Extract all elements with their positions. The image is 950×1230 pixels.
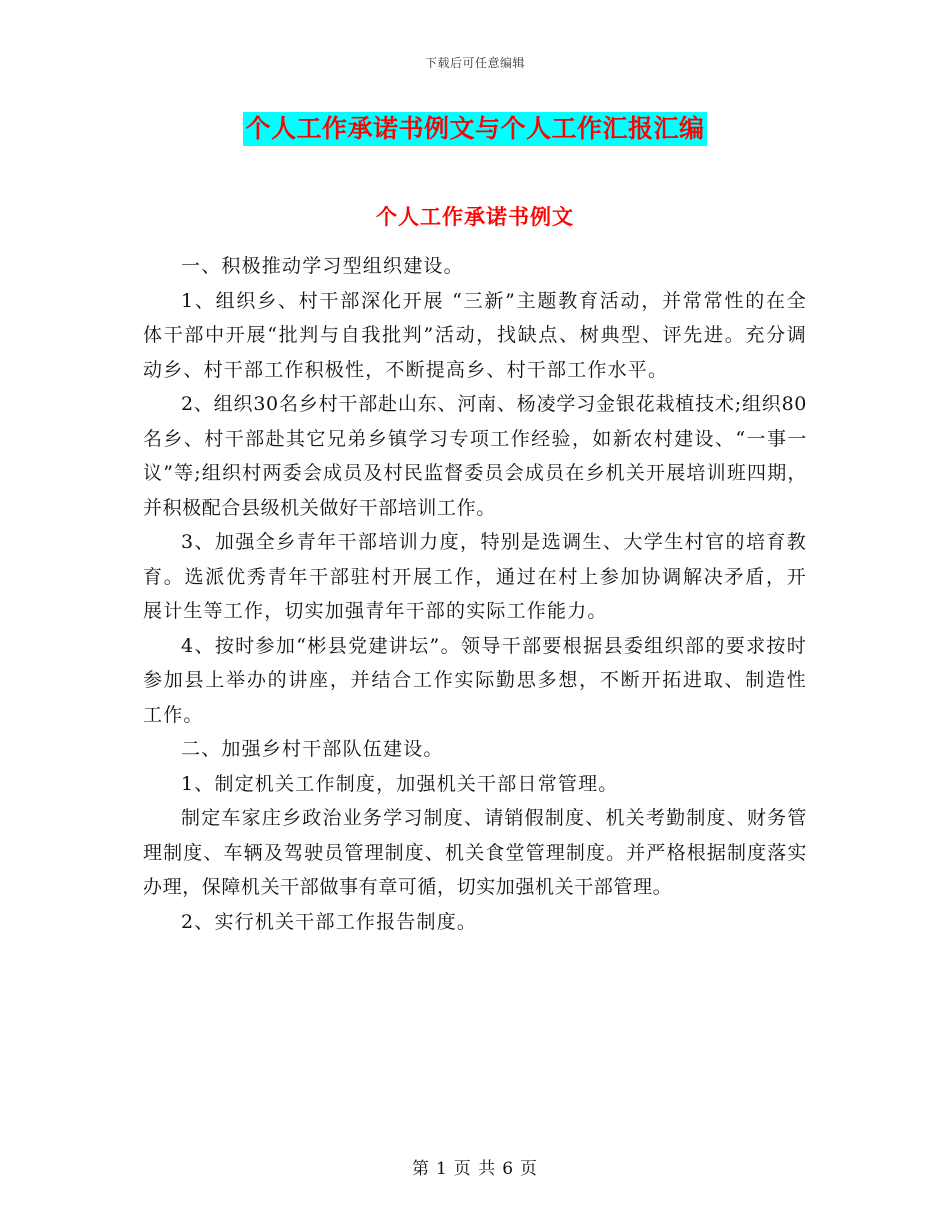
paragraph: 1、制定机关工作制度，加强机关干部日常管理。 [181,772,619,795]
paragraph: 2、组织30名乡村干部赴山东、河南、杨凌学习金银花栽植技术;组织80名乡、村干部赴其它兄弟乡镇学习专项工作经验，如新农村建设、“一事一议”等;组织村两委会成员及村民监督委员会成员在乡机关开展培训班四期，并积极配合县级机关做好干部培训工作。 [143,393,807,519]
page-number-current: 1 [435,1159,448,1179]
page-footer [0,1154,950,1179]
paragraph: 制定车家庄乡政治业务学习制度、请销假制度、机关考勤制度、财务管理制度、车辆及驾驶员管理制度、机关食堂管理制度。并严格根据制度落实办理，保障机关干部做事有章可循，切实加强机关干部管理。 [143,807,807,898]
paragraph-heading-1: 一、积极推动学习型组织建设。 [181,255,464,277]
footer-suffix: 页 [520,1159,539,1179]
page-number-total: 6 [502,1159,515,1179]
paragraph: 1、组织乡、村干部深化开展 “三新”主题教育活动，并常常性的在全体干部中开展“批判与自我批判”活动，找缺点、树典型、评先进。充分调动乡、村干部工作积极性，不断提高乡、村干部工作水平。 [143,289,807,381]
main-title: 个人工作承诺书例文与个人工作汇报汇编 [243,112,706,146]
paragraph-heading-2: 二、加强乡村干部队伍建设。 [181,738,444,760]
header-note: 下载后可任意编辑 [424,56,525,70]
footer-middle: 页 共 [453,1159,497,1179]
paragraph: 4、按时参加“彬县党建讲坛”。领导干部要根据县委组织部的要求按时参加县上举办的讲座，并结合工作实际勤思多想，不断开拓进取、制造性工作。 [143,634,807,726]
paragraph: 3、加强全乡青年干部培训力度，特别是选调生、大学生村官的培育教育。选派优秀青年干部驻村开展工作，通过在村上参加协调解决矛盾，开展计生等工作，切实加强青年干部的实际工作能力。 [143,531,807,622]
paragraph: 2、实行机关干部工作报告制度。 [181,910,478,933]
footer-prefix: 第 [411,1159,430,1179]
main-title-container [0,112,950,146]
section-title: 个人工作承诺书例文 [376,204,574,229]
body-text [143,249,807,939]
